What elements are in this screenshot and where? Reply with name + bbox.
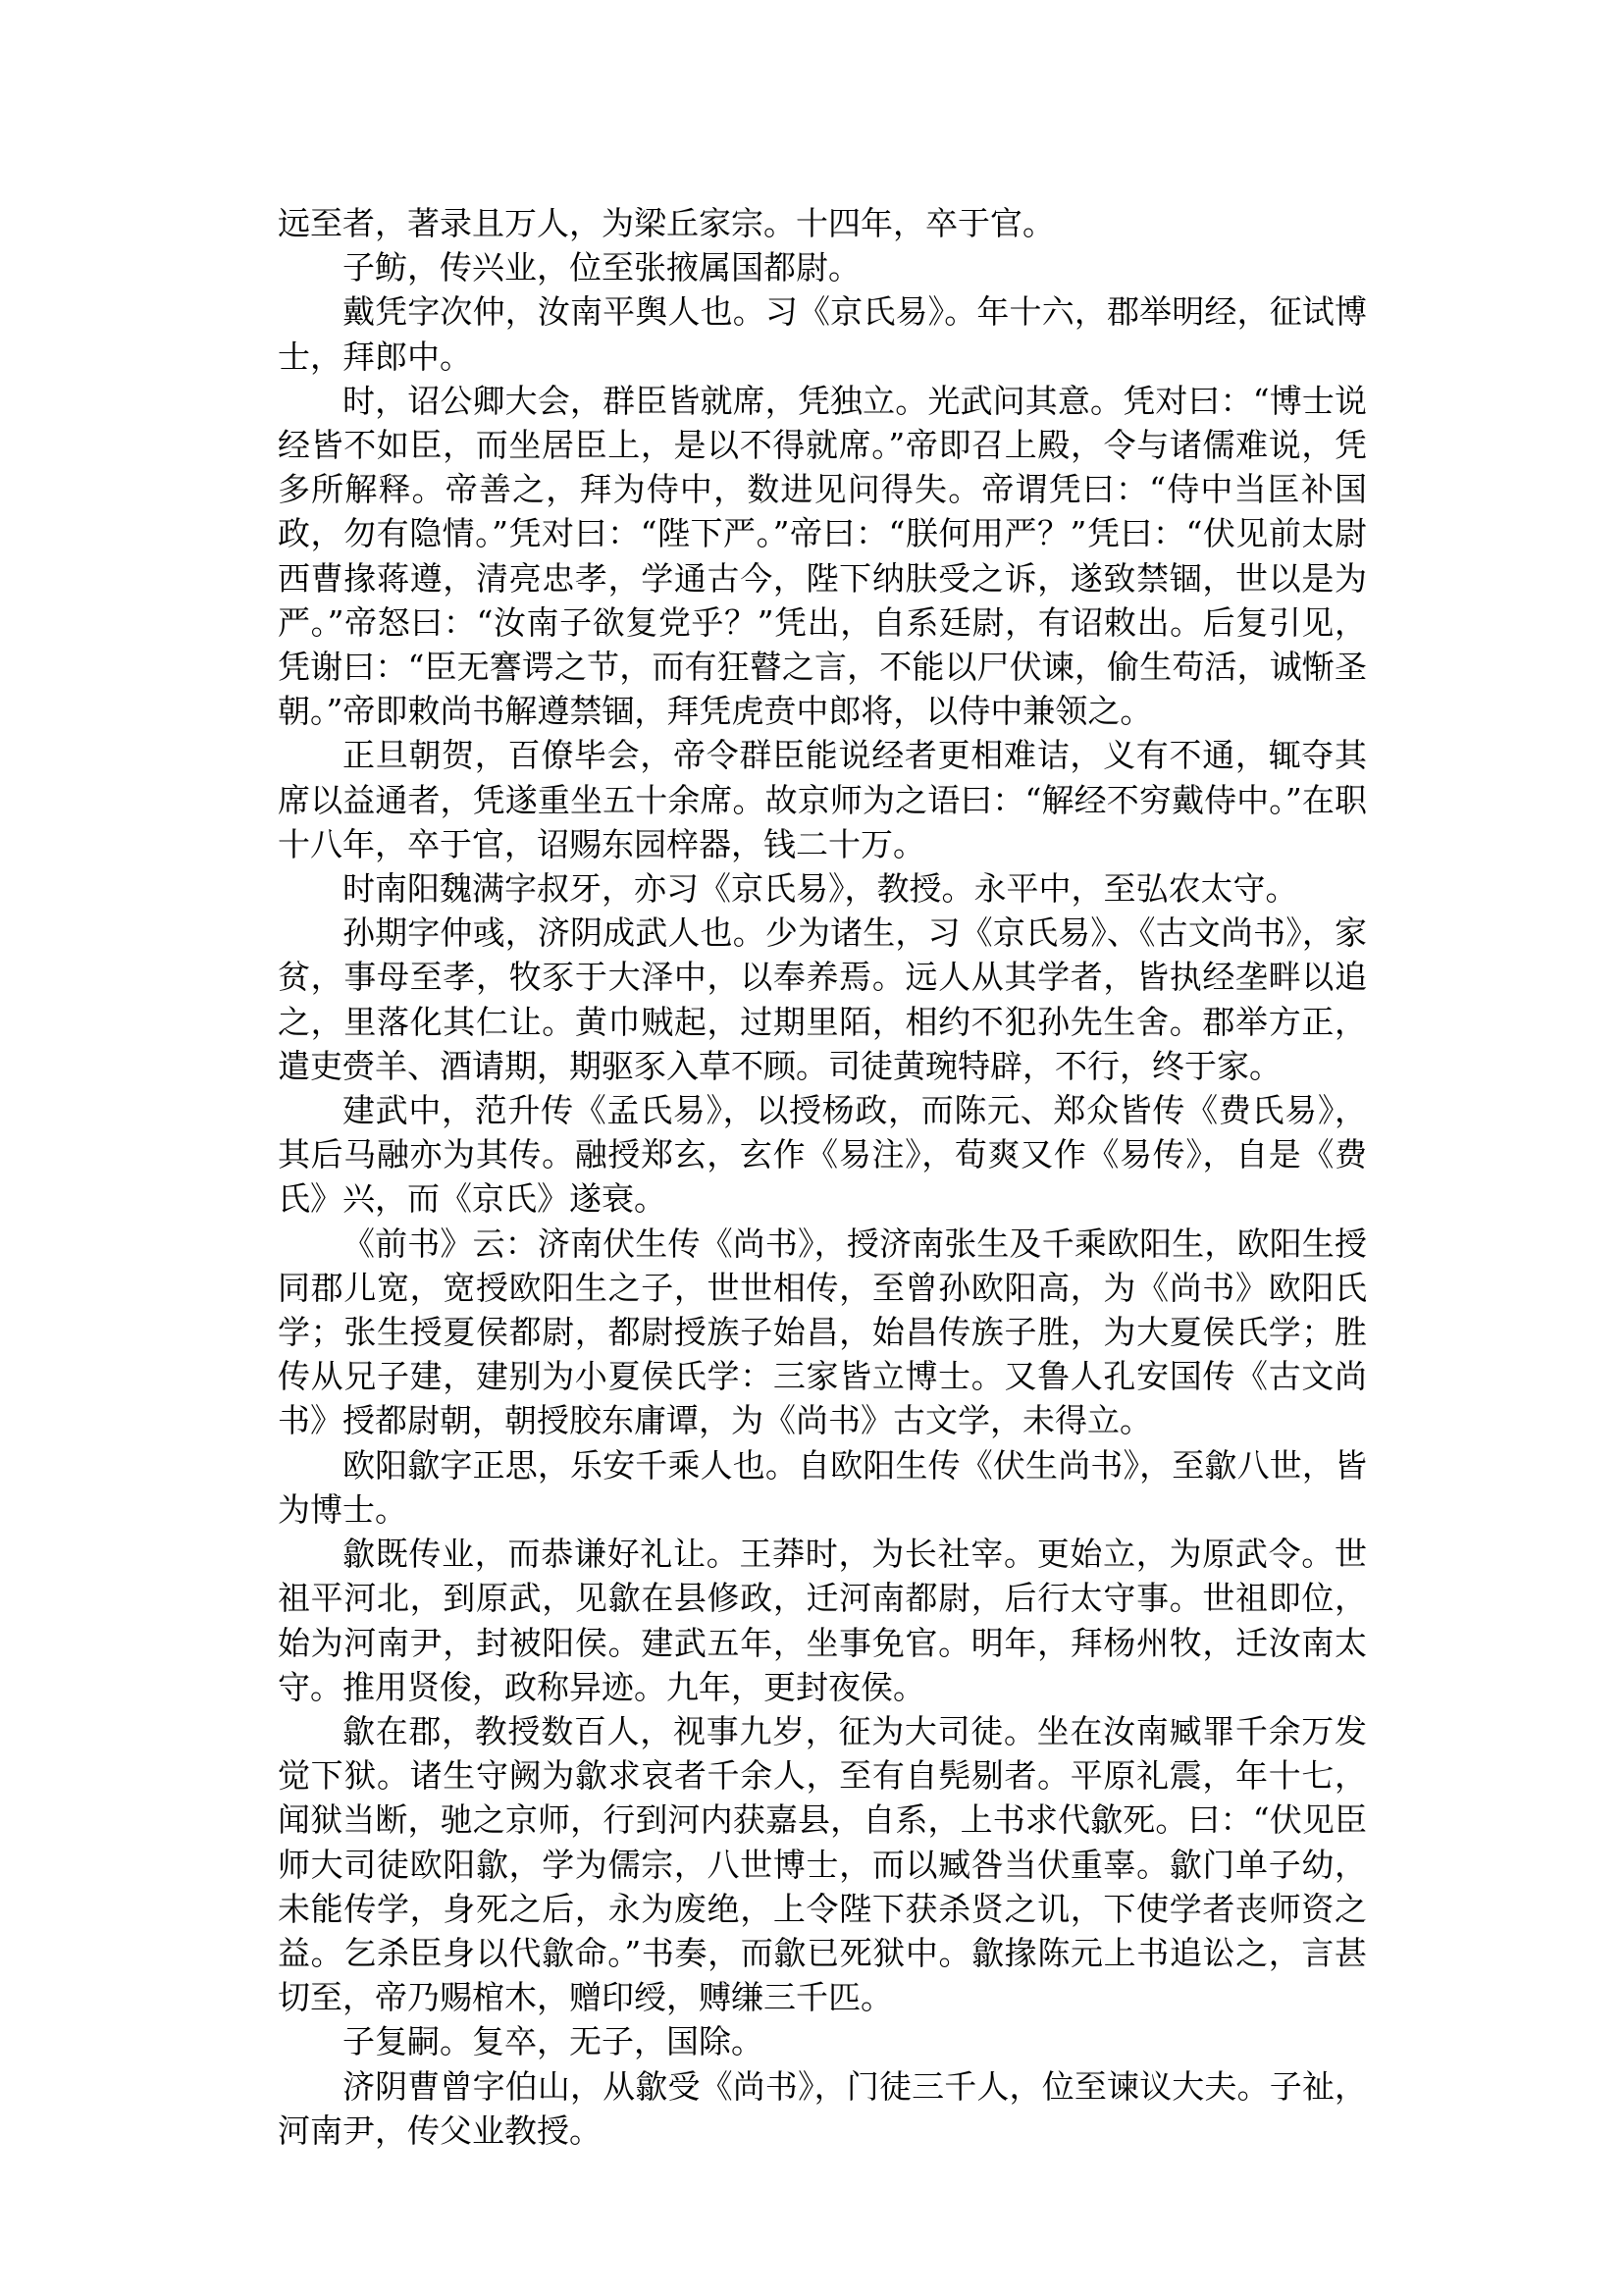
- document-page: [278, 201, 1367, 2153]
- paragraph-6: 时南阳魏满字叔牙，亦习《京氏易》，教授。永平中，至弘农太守。: [342, 869, 1298, 909]
- paragraph-1: 远至者，著录且万人，为梁丘家宗。十四年，卒于官。: [278, 204, 1055, 242]
- paragraph-10: 欧阳歙字正思，乐安千乘人也。自欧阳生传《伏生尚书》，至歙八世，皆为博士。: [278, 1445, 1367, 1529]
- paragraph-12: 歙在郡，教授数百人，视事九岁，征为大司徒。坐在汝南臧罪千余万发觉下狱。诸生守阙为歙求哀者千余人，至有自髡剔者。平原礼震，年十七，闻狱当断，驰之京师，行到河内获嘉县，自系，上书求代歙死。曰：“伏见臣师大司徒欧阳歙，学为儒宗，八世博士，而以臧咎当伏重辜。歙门单子幼，未能传学，身死之后，永为废绝，上令陛下获杀贤之讥，下使学者丧师资之益。乞杀臣身以代歙命。”书奏，而歙已死狱中。歙掾陈元上书追讼之，言甚切至，帝乃赐棺木，赠印绶，赙缣三千匹。: [278, 1711, 1367, 2017]
- paragraph-14: 济阴曹曾字伯山，从歙受《尚书》，门徒三千人，位至谏议大夫。子祉，河南尹，传父业教授。: [278, 2066, 1367, 2150]
- paragraph-4: 时，诏公卿大会，群臣皆就席，凭独立。光武问其意。凭对曰：“博士说经皆不如臣，而坐居臣上，是以不得就席。”帝即召上殿，令与诸儒难说，凭多所解释。帝善之，拜为侍中，数进见问得失。帝谓凭曰：“侍中当匡补国政，勿有隐情。”凭对曰：“陛下严。”帝曰：“朕何用严？”凭曰：“伏见前太尉西曹掾蒋遵，清亮忠孝，学通古今，陛下纳肤受之诉，遂致禁锢，世以是为严。”帝怒曰：“汝南子欲复党乎？”凭出，自系廷尉，有诏敕出。后复引见，凭谢曰：“臣无謇谔之节，而有狂瞽之言，不能以尸伏谏，偷生苟活，诚惭圣朝。”帝即敕尚书解遵禁锢，拜凭虎贲中郎将，以侍中兼领之。: [278, 381, 1367, 731]
- paragraph-11: 歙既传业，而恭谦好礼让。王莽时，为长社宰。更始立，为原武令。世祖平河北，到原武，见歙在县修政，迁河南都尉，后行太守事。世祖即位，始为河南尹，封被阳侯。建武五年，坐事免官。明年，拜杨州牧，迁汝南太守。推用贤俊，政称异迹。九年，更封夜侯。: [278, 1535, 1367, 1706]
- paragraph-5: 正旦朝贺，百僚毕会，帝令群臣能说经者更相难诘，义有不通，辄夺其席以益通者，凭遂重坐五十余席。故京师为之语曰：“解经不穷戴侍中。”在职十八年，卒于官，诏赐东园梓器，钱二十万。: [278, 736, 1367, 863]
- paragraph-3: 戴凭字次仲，汝南平舆人也。习《京氏易》。年十六，郡举明经，征试博士，拜郎中。: [278, 292, 1367, 376]
- paragraph-13: 子复嗣。复卒，无子，国除。: [342, 2022, 763, 2061]
- paragraph-7: 孙期字仲彧，济阴成武人也。少为诸生，习《京氏易》、《古文尚书》，家贫，事母至孝，牧豕于大泽中，以奉养焉。远人从其学者，皆执经垄畔以追之，里落化其仁让。黄巾贼起，过期里陌，相约不犯孙先生舍。郡举方正，遣吏赍羊、酒请期，期驱豕入草不顾。司徒黄琬特辟，不行，终于家。: [278, 913, 1367, 1085]
- paragraph-8: 建武中，范升传《孟氏易》，以授杨政，而陈元、郑众皆传《费氏易》，其后马融亦为其传。融授郑玄，玄作《易注》，荀爽又作《易传》，自是《费氏》兴，而《京氏》遂衰。: [278, 1091, 1367, 1219]
- paragraph-9: 《前书》云：济南伏生传《尚书》，授济南张生及千乘欧阳生，欧阳生授同郡儿宽，宽授欧阳生之子，世世相传，至曾孙欧阳高，为《尚书》欧阳氏学；张生授夏侯都尉，都尉授族子始昌，始昌传族子胜，为大夏侯氏学；胜传从兄子建，建别为小夏侯氏学：三家皆立博士。又鲁人孔安国传《古文尚书》授都尉朝，朝授胶东庸谭，为《尚书》古文学，未得立。: [278, 1224, 1367, 1440]
- paragraph-2: 子鲂，传兴业，位至张掖属国都尉。: [342, 248, 861, 287]
